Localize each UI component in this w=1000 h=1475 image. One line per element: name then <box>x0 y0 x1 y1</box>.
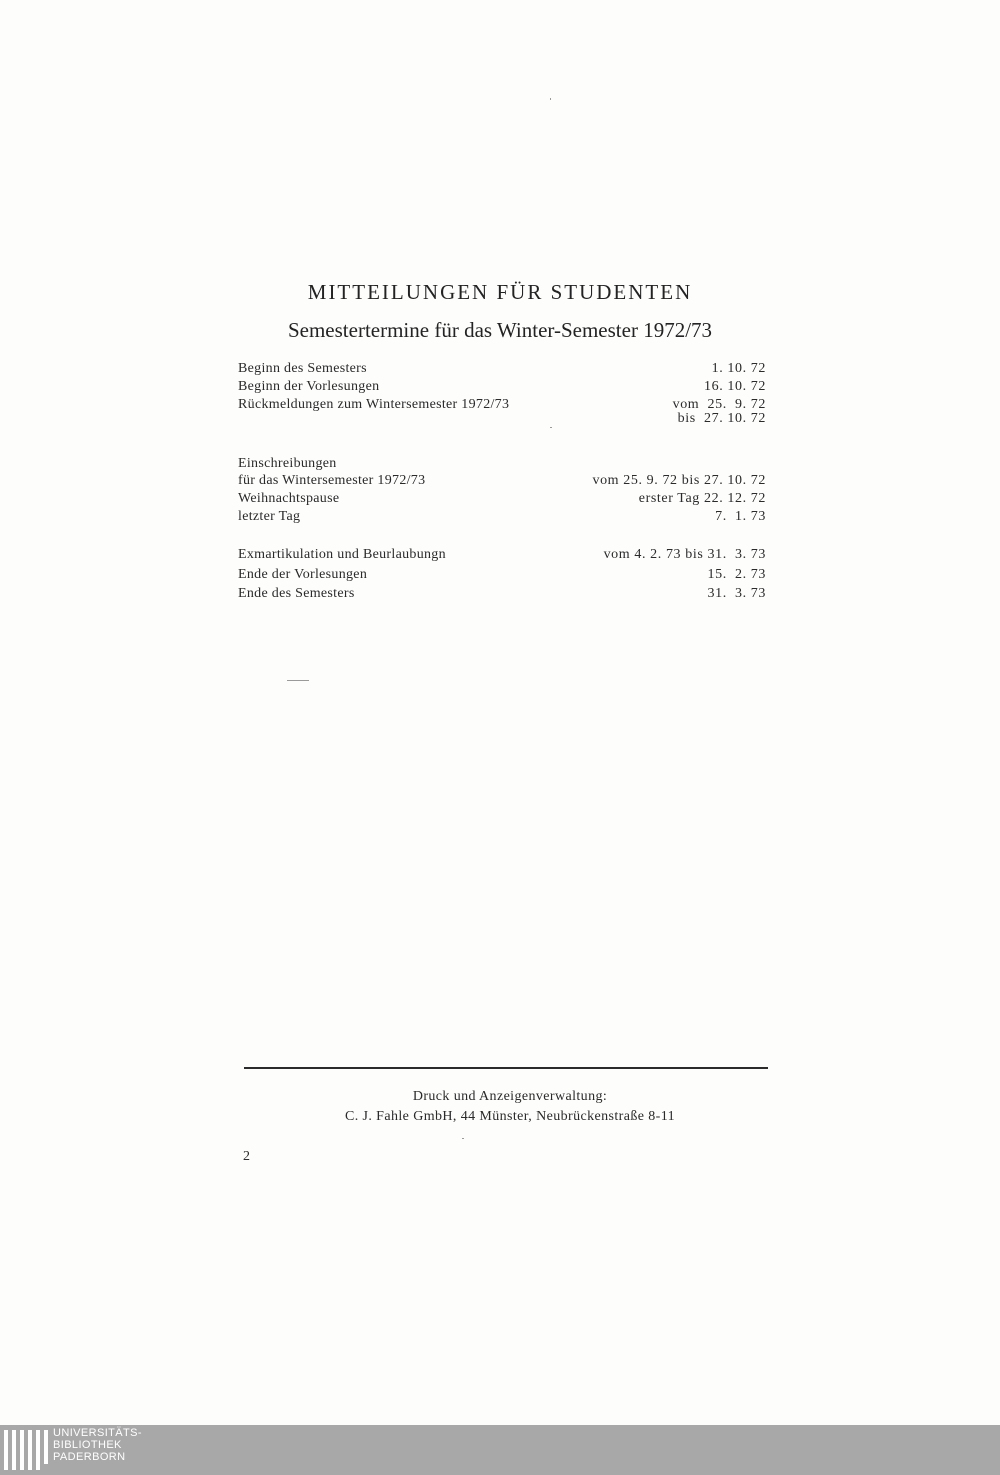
schedule-label: Ende der Vorlesungen <box>238 567 368 582</box>
library-footer-band <box>0 1425 1000 1475</box>
schedule-row-exmatriculation <box>238 546 766 564</box>
schedule-row-semester-end <box>238 585 766 603</box>
schedule-date: erster Tag 22. 12. 72 <box>638 491 766 506</box>
library-bars-icon <box>4 1430 48 1472</box>
schedule-row-enrollment-heading <box>238 455 766 473</box>
schedule-row-christmas-break <box>238 490 766 508</box>
schedule-row-enrollment <box>238 472 766 490</box>
schedule-date: vom 25. 9. 72 bis 27. 10. 72 <box>592 473 766 488</box>
schedule-label: Beginn der Vorlesungen <box>238 379 380 394</box>
library-logo-line: PADERBORN <box>53 1451 126 1463</box>
schedule-label: für das Wintersemester 1972/73 <box>238 473 426 488</box>
library-logo-line: UNIVERSITÄTS- <box>53 1427 142 1439</box>
imprint-line-1: Druck und Anzeigenverwaltung: <box>412 1089 608 1104</box>
scan-mark <box>287 680 309 681</box>
schedule-row-re-registration-end <box>238 410 766 428</box>
imprint-line-2: C. J. Fahle GmbH, 44 Münster, Neubrückenstraße 8-11 <box>345 1109 675 1124</box>
scan-mark <box>550 98 551 100</box>
schedule-date: 31. 3. 73 <box>707 586 766 601</box>
schedule-date: 1. 10. 72 <box>711 361 766 376</box>
schedule-row-lectures-start <box>238 378 766 396</box>
schedule-row-semester-start <box>238 360 766 378</box>
scan-mark <box>462 1138 464 1139</box>
schedule-label: Einschreibungen <box>238 456 337 471</box>
schedule-date: 16. 10. 72 <box>704 379 766 394</box>
schedule-label: Ende des Semesters <box>238 586 355 601</box>
schedule-label: Weihnachtspause <box>238 491 340 506</box>
schedule-date: 7. 1. 73 <box>715 509 766 524</box>
schedule-date: 15. 2. 73 <box>707 567 766 582</box>
schedule-label: letzter Tag <box>238 509 301 524</box>
schedule-row-christmas-break-end <box>238 508 766 526</box>
page-number: 2 <box>243 1149 250 1164</box>
schedule-date: bis 27. 10. 72 <box>677 411 766 426</box>
footer-rule <box>244 1067 768 1069</box>
schedule-label: Beginn des Semesters <box>238 361 367 376</box>
library-logo-text <box>53 1427 142 1463</box>
schedule-date: vom 25. 9. 72 <box>672 397 766 412</box>
page-title: MITTEILUNGEN FÜR STUDENTEN <box>307 280 693 304</box>
schedule-label: Exmartikulation und Beurlaubungn <box>238 547 446 562</box>
scan-mark <box>550 427 552 428</box>
schedule-row-lectures-end <box>238 566 766 584</box>
library-logo-line: BIBLIOTHEK <box>53 1439 122 1451</box>
schedule-date: vom 4. 2. 73 bis 31. 3. 73 <box>603 547 766 562</box>
schedule-label: Rückmeldungen zum Wintersemester 1972/73 <box>238 397 510 412</box>
page-subtitle: Semestertermine für das Winter-Semester 1972/73 <box>287 318 713 342</box>
